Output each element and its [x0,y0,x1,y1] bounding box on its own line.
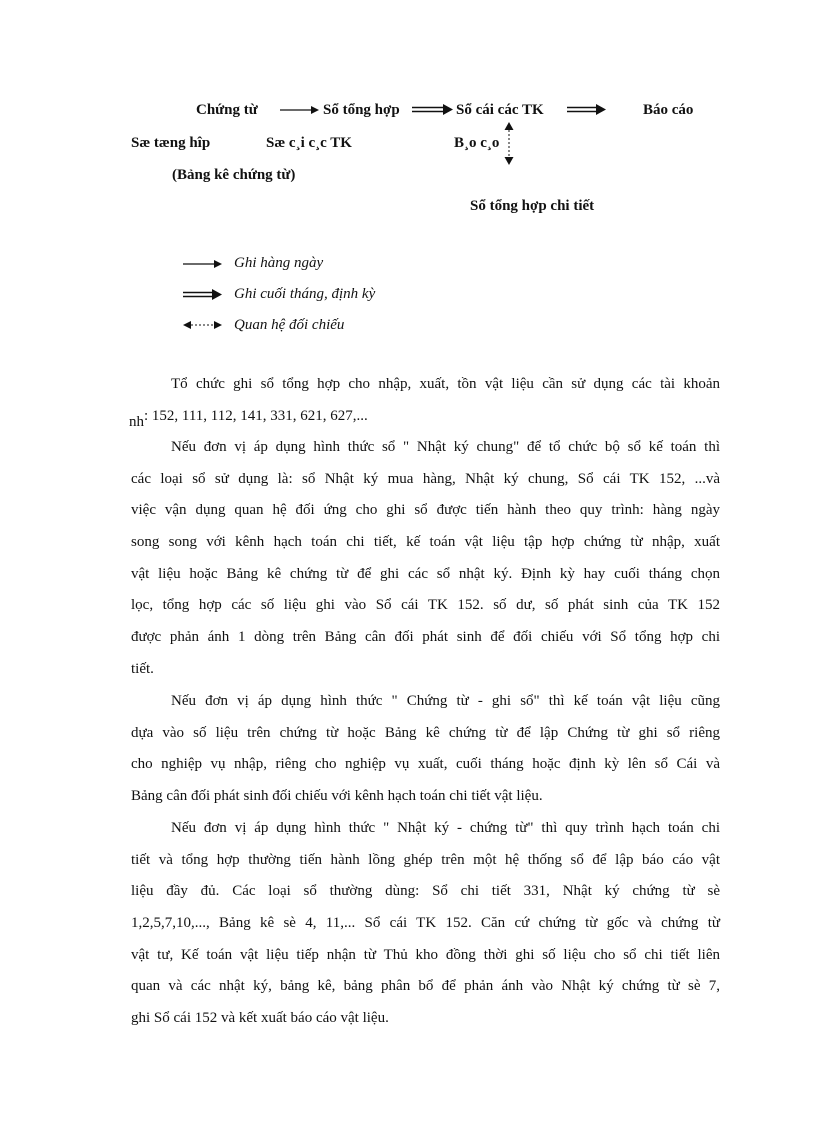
text-line: Nếu đơn vị áp dụng hình thức " Chứng từ - ghi sổ" thì kế toán vật liệu cũng [171,693,720,709]
text-line: lọc, tổng hợp các số liệu ghi vào Sổ cái TK 152. số dư, số phát sinh của TK 152 [131,597,720,614]
text-fragment: : 152, 111, 112, 141, 331, 621, 627,... [144,407,368,424]
legend-periodic: Ghi cuối tháng, định kỳ [234,286,376,302]
legend-daily: Ghi hàng ngày [234,255,324,271]
node-so-tong-hop: Sổ tổng hợp [323,102,400,118]
node-so-tong-hop-chi-tiet: Sổ tổng hợp chi tiết [470,198,595,214]
text-line: Bảng cân đối phát sinh đối chiếu với kênh hạch toán chi tiết vật liệu. [131,788,543,805]
dotted-bidirectional-arrow-icon [183,320,223,330]
single-arrow-icon [183,259,223,269]
node-so-cai-cac-tk: Sổ cái các TK [456,102,544,118]
node-chung-tu: Chứng từ [196,102,258,118]
node-so-tong-hop-garbled: Sæ tæng hîp [131,135,211,151]
text-line: các loại sổ sử dụng là: sổ Nhật ký mua hàng, Nhật ký chung, Sổ cái TK 152, ...và [131,470,720,487]
paragraph-chung-tu-ghi-so [131,686,720,813]
text-line: vật liệu hoặc Bảng kê chứng từ để ghi các sổ nhật ký. Định kỳ hay cuối tháng chọn [131,565,720,582]
text-line: ghi Sổ cái 152 và kết xuất báo cáo vật liệu. [131,1010,389,1027]
double-arrow-icon [412,104,454,116]
text-line: việc vận dụng quan hệ đối ứng cho ghi sổ được tiến hành theo quy trình: hàng ngày [131,502,720,519]
node-so-cai-garbled: Sæ c¸i c¸c TK [266,135,352,151]
text-line: Tổ chức ghi sổ tổng hợp cho nhập, xuất, tồn vật liệu cần sử dụng các tài khoản [171,376,720,392]
text-line: cho nghiệp vụ nhập, riêng cho nghiệp vụ xuất, cuối tháng hoặc định kỳ lên sổ Cái và [131,756,720,773]
text-line: được phản ánh 1 dòng trên Bảng cân đối phát sinh để đối chiếu với Sổ tổng hợp chi [131,629,720,646]
text-line: quan và các nhật ký, bảng kê, bảng phân bổ để phản ánh vào Nhật ký chứng từ sè 7, [131,978,720,995]
text-fragment: nh [129,413,144,430]
text-line: 1,2,5,7,10,..., Bảng kê sè 4, 11,... Sổ cái TK 152. Căn cứ chứng từ gốc và chứng từ [131,915,720,932]
node-bao-cao-garbled: B¸o c¸o [454,135,500,151]
legend-reconcile: Quan hệ đối chiếu [234,317,345,333]
note-bang-ke-chung-tu: (Bảng kê chứng từ) [172,167,296,183]
text-line [131,401,720,433]
paragraph-accounts [131,369,720,432]
text-line: dựa vào số liệu trên chứng từ hoặc Bảng kê chứng từ để lập Chứng từ ghi sổ riêng [131,724,720,741]
node-bao-cao: Báo cáo [643,102,694,118]
double-arrow-icon [183,289,223,301]
text-line: Nếu đơn vị áp dụng hình thức " Nhật ký - chứng từ" thì quy trình hạch toán chi [171,820,720,836]
double-arrow-icon [567,104,607,116]
paragraph-nhat-ky-chung-tu [131,813,720,1035]
dotted-bidirectional-arrow-icon [503,122,515,166]
text-line: tiết và tổng hợp thường tiến hành lồng ghép trên một hệ thống sổ để lập báo cáo vật [131,851,720,868]
text-line: liệu đầy đủ. Các loại sổ thường dùng: Sổ chi tiết 331, Nhật ký chứng từ sè [131,883,720,900]
text-line: song song với kênh hạch toán chi tiết, kế toán vật liệu tập hợp chứng từ nhập, xuất [131,534,720,551]
text-line: Nếu đơn vị áp dụng hình thức sổ " Nhật ký chung" để tổ chức bộ sổ kế toán thì [171,439,720,455]
single-arrow-icon [280,105,320,115]
text-line: vật tư, Kế toán vật liệu tiếp nhận từ Thủ kho đồng thời ghi số liệu cho sổ chi tiết liên [131,946,720,963]
text-line: tiết. [131,660,154,677]
paragraph-nhat-ky-chung [131,432,720,686]
